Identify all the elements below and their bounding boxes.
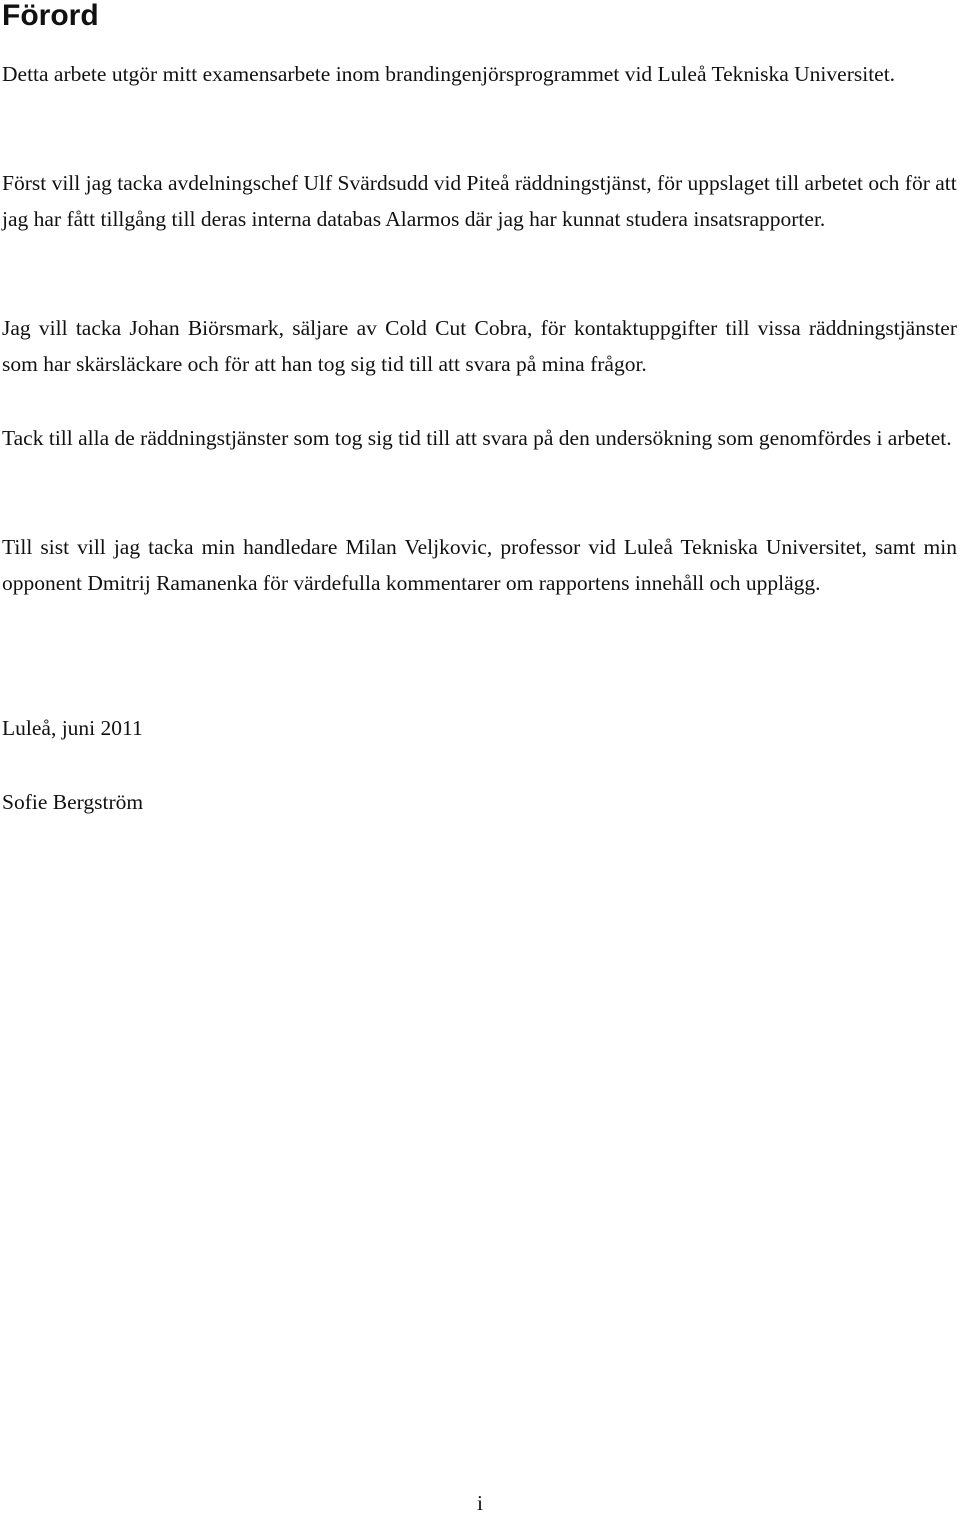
page-number: i [477, 1491, 483, 1515]
paragraph-intro: Detta arbete utgör mitt examensarbete inom brandingenjörsprogrammet vid Luleå Tekniska Universitet. [2, 62, 896, 86]
place-date: Luleå, juni 2011 [2, 716, 143, 740]
paragraph-thanks-ulf: Först vill jag tacka avdelningschef Ulf Svärdsudd vid Piteå räddningstjänst, för uppslaget till arbetet och för att jag har fått tillgång till deras interna databas Alarmos där jag har kunnat studera insatsrapporter. [2, 171, 957, 231]
paragraph-thanks-supervisor: Till sist vill jag tacka min handledare Milan Veljkovic, professor vid Luleå Tekniska Universitet, samt min opponent Dmitrij Ramanenka för värdefulla kommentarer om rapportens innehåll och upplägg. [2, 535, 957, 595]
author-name: Sofie Bergström [2, 790, 144, 814]
paragraph-thanks-rescue-services: Tack till alla de räddningstjänster som tog sig tid till att svara på den undersökning som genomfördes i arbetet. [2, 426, 952, 450]
paragraph-thanks-johan: Jag vill tacka Johan Biörsmark, säljare av Cold Cut Cobra, för kontaktuppgifter till vissa räddningstjänster som har skärsläckare och för att han tog sig tid till att svara på mina frågor. [2, 316, 957, 376]
page-title: Förord [2, 0, 99, 32]
